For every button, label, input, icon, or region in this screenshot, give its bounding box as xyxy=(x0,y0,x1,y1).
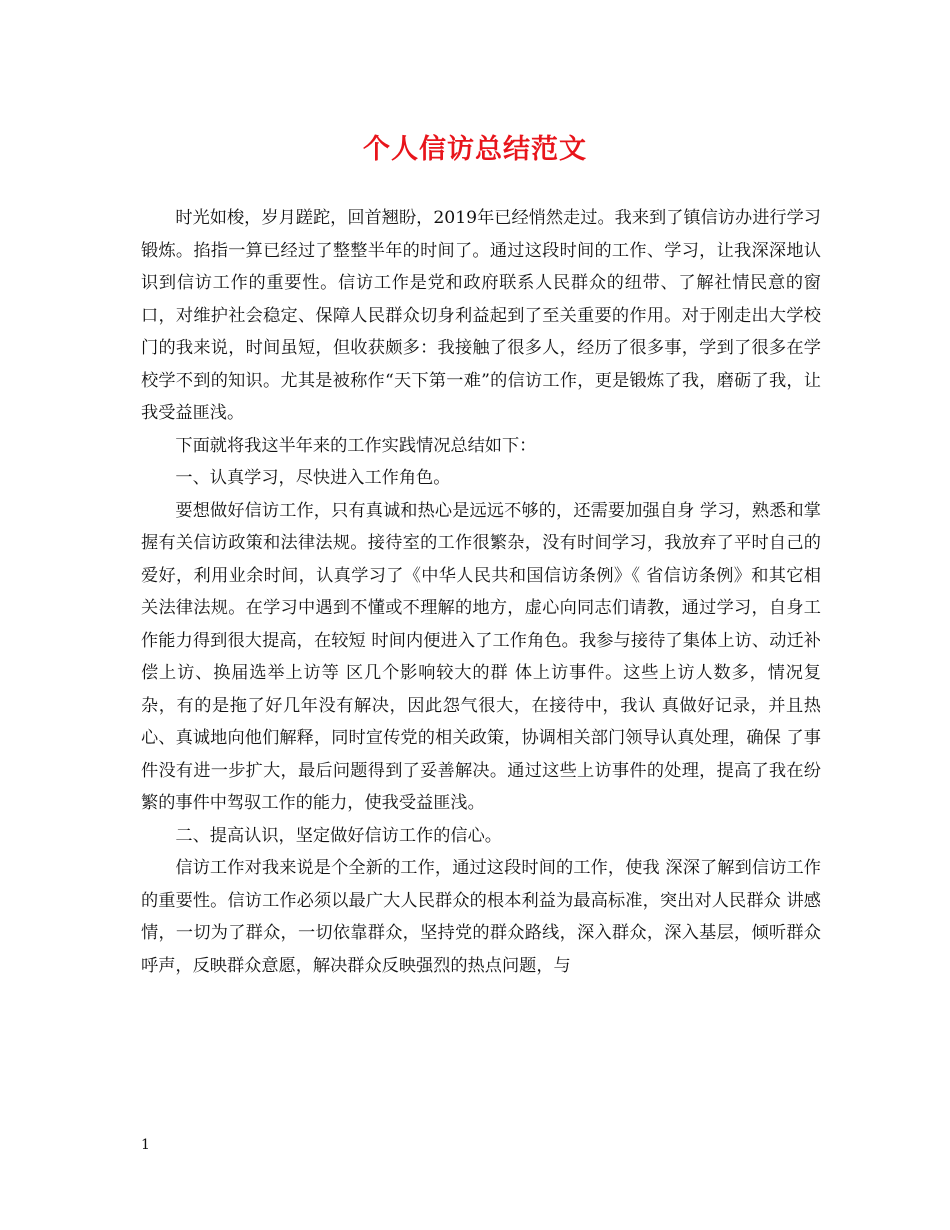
page-number: 1 xyxy=(141,1137,150,1153)
section-heading-2: 二、提高认识，坚定做好信访工作的信心。 xyxy=(175,825,502,846)
paragraph-intro: 时光如梭，岁月蹉跎，回首翘盼，2019年已经悄然走过。我来到了镇信访办进行学习锻炼。掐指一算已经过了整整半年的时间了。通过这段时间的工作、学习，让我深深地认识到信访工作的重要性。信访工作是党和政府联系人民群众的纽带、了解社情民意的窗口，对维护社会稳定、保障人民群众切身利益起到了至关重要的作用。对于刚走出大学校门的我来说，时间虽短，但收获颇多：我接触了很多人，经历了很多事，学到了很多在学校学不到的知识。尤其是被称作“天下第一难”的信访工作，更是锻炼了我，磨砺了我，让我受益匪浅。 xyxy=(141,208,821,423)
paragraph-section-2: 信访工作对我来说是个全新的工作，通过这段时间的工作，使我 深深了解到信访工作的重要性。信访工作必须以最广大人民群众的根本利益为最高标准，突出对人民群众 讲感情，一切为了群众，一切依靠群众，坚持党的群众路线，深入群众，深入基层，倾听群众呼声，反映群众意愿，解决群众反映强烈的热点问题，与 xyxy=(141,858,821,976)
document-title: 个人信访总结范文 xyxy=(363,134,587,165)
paragraph-section-1: 要想做好信访工作，只有真诚和热心是远远不够的，还需要加强自身 学习，熟悉和掌握有关信访政策和法律法规。接待室的工作很繁杂，没有时间学习，我放弃了平时自己的 爱好，利用业余时间，认真学习了《中华人民共和国信访条例》《 省信访条例》和其它相关法律法规。在学习中遇到不懂或不理解的地方，虚心向同志们请教，通过学习，自身工作能力得到很大提高，在较短 时间内便进入了工作角色。我参与接待了集体上访、动迁补偿上访、换届选举上访等 区几个影响较大的群 体上访事件。这些上访人数多，情况复杂，有的是拖了好几年没有解决，因此怨气很大，在接待中，我认 真做好记录，并且热心、真诚地向他们解释，同时宣传党的相关政策，协调相关部门领导认真处理，确保 了事件没有进一步扩大，最后问题得到了妥善解决。通过这些上访事件的处理，提高了我在纷繁的事件中驾驭工作的能力，使我受益匪浅。 xyxy=(141,500,821,813)
document-body xyxy=(141,202,821,982)
paragraph-summary-lead: 下面就将我这半年来的工作实践情况总结如下： xyxy=(175,435,537,456)
section-heading-1: 一、认真学习，尽快进入工作角色。 xyxy=(175,468,451,488)
